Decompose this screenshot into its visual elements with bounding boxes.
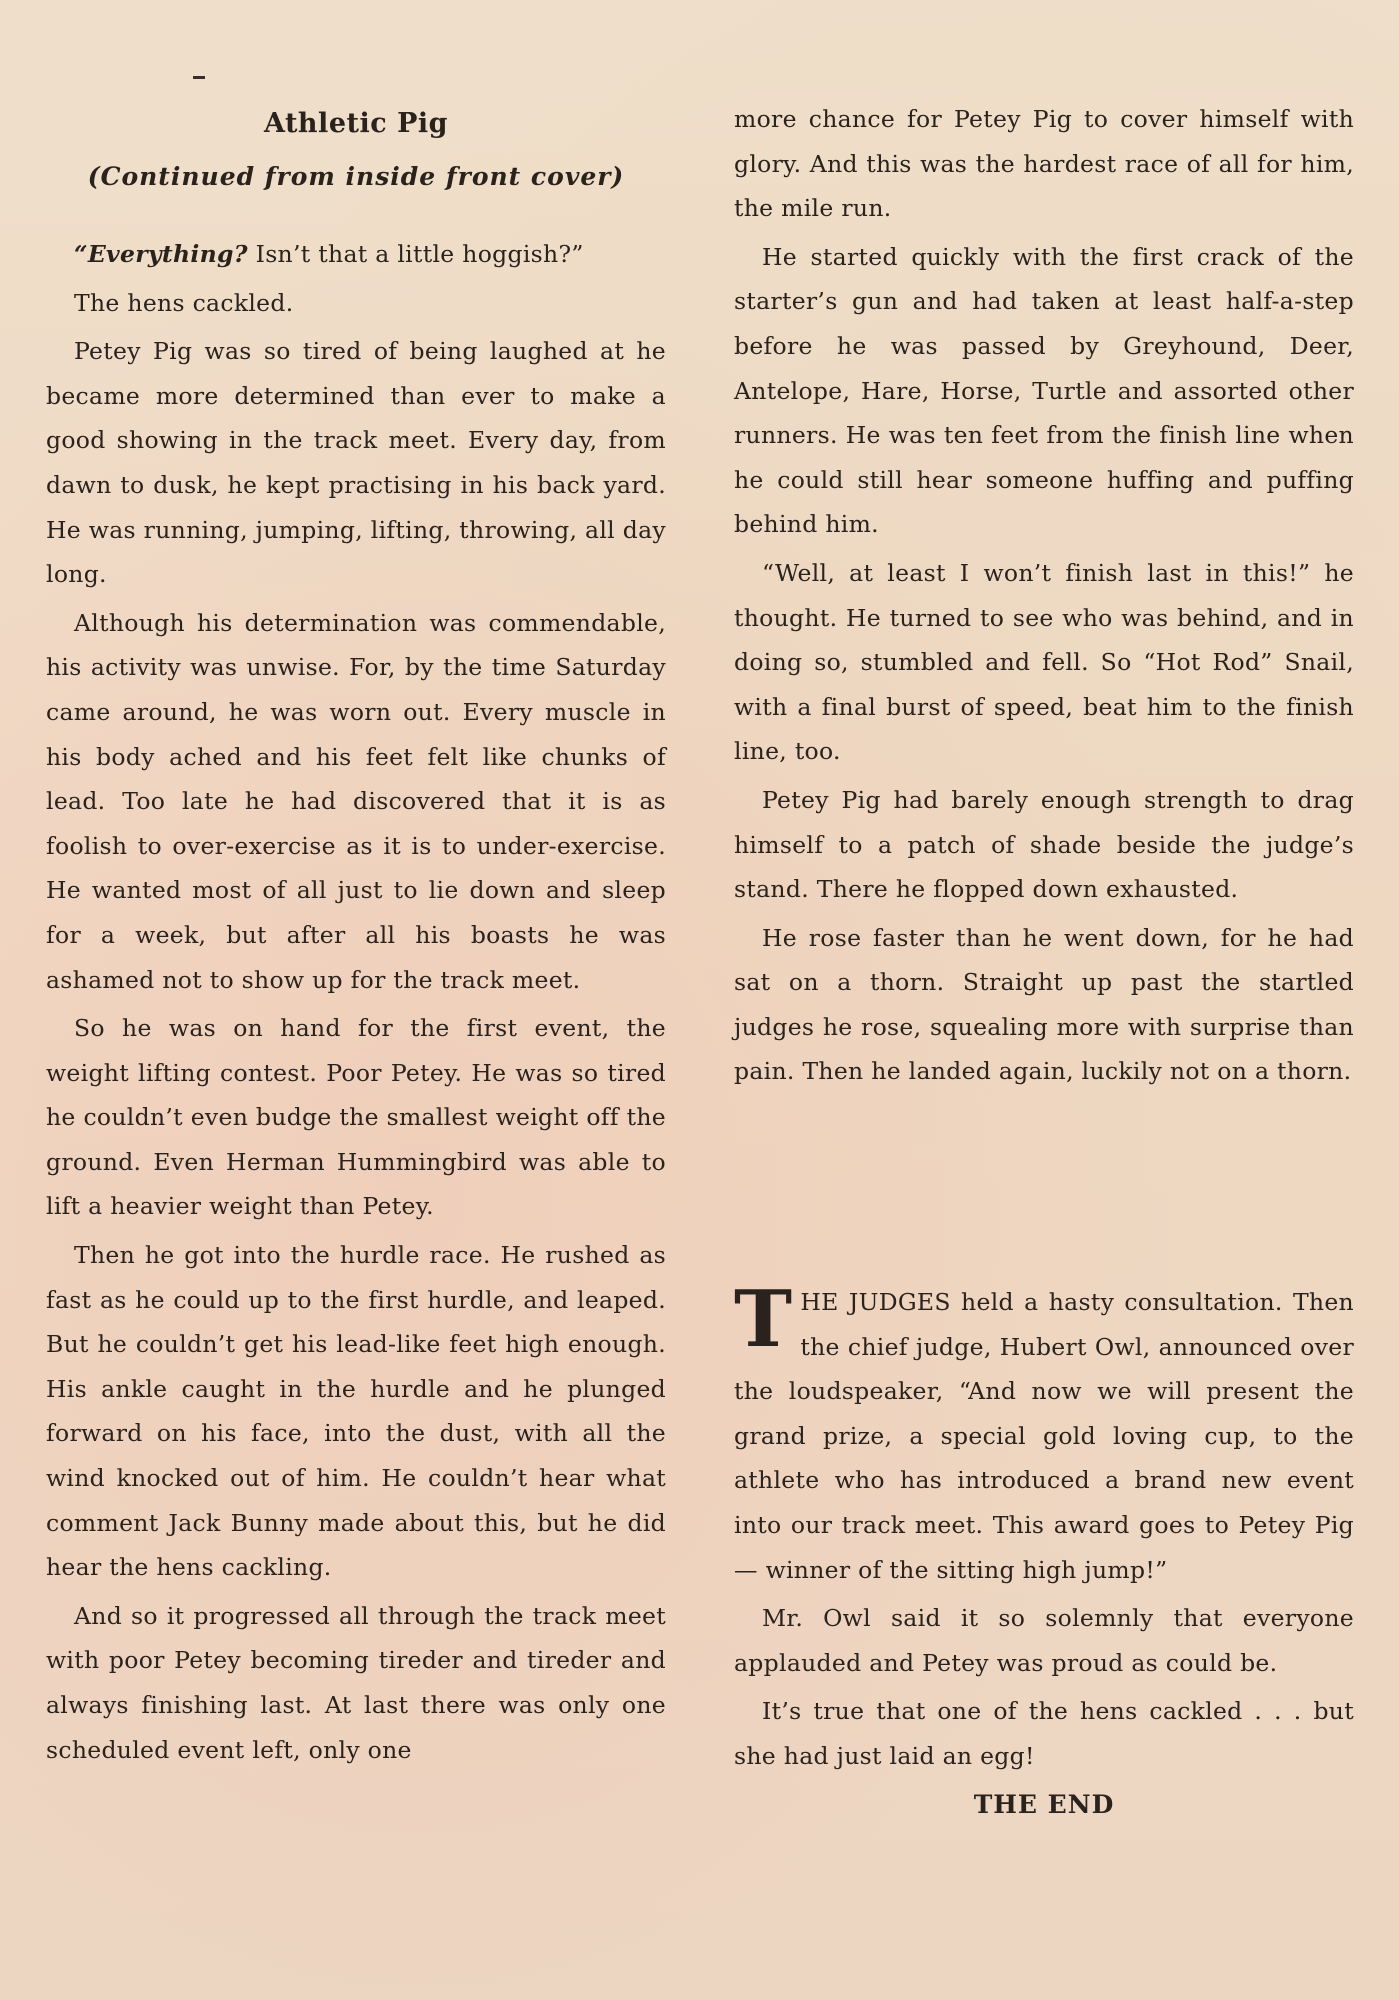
paragraph: Petey Pig was so tired of being laughed at he became more determined than ever to make a good showing in the track meet. Every day, from dawn to dusk, he kept practising in his back yard. He was running, jumping, lifting, throwing, all day long. [46,337,666,589]
paragraph: He rose faster than he went down, for he had sat on a thorn. Straight up past the startled judges he rose, squealing more with surprise than pain. Then he landed again, luckily not on a thorn. [734,923,1354,1086]
paragraph: more chance for Petey Pig to cover himself with glory. And this was the hardest race of all for him, the mile run. [734,105,1354,223]
paragraph: Then he got into the hurdle race. He rushed as fast as he could up to the first hurdle, and leaped. But he couldn’t get his lead-like feet high enough. His ankle caught in the hurdle and he plunged forward on his face, into the dust, with all the wind knocked out of him. He couldn’t hear what comment Jack Bunny made about this, but he did hear the hens cackling. [46,1241,666,1582]
paragraph: Although his determination was commendable, his activity was unwise. For, by the time Saturday came around, he was worn out. Every muscle in his body ached and his feet felt like chunks of lead. Too late he had discovered that it is as foolish to over-exercise as it is to under-exercise. He wanted most of all just to lie down and sleep for a week, but after all his boasts he was ashamed not to show up for the track meet. [46,608,666,994]
paragraph: “Well, at least I won’t finish last in this!” he thought. He turned to see who was behind, and in doing so, stumbled and fell. So “Hot Rod” Snail, with a final burst of speed, beat him to the finish line, too. [734,558,1354,766]
right-column-text [734,97,1354,1098]
paragraph: Mr. Owl said it so solemnly that everyone applauded and Petey was proud as could be. [734,1604,1354,1677]
article-title: Athletic Pig [263,108,449,139]
paragraph: The hens cackled. [74,288,294,317]
dropcap-letter: T [734,1274,793,1365]
the-end: THE END [973,1789,1115,1819]
paragraph: So he was on hand for the first event, the weight lifting contest. Poor Petey. He was so tired he couldn’t even budge the smallest weight off the ground. Even Herman Hummingbird was able to lift a heavier weight than Petey. [46,1014,666,1221]
right-column-text-lower [734,1274,1354,1831]
ink-speck [193,76,205,79]
paragraph: Petey Pig had barely enough strength to drag himself to a patch of shade beside the judge’s stand. There he flopped down exhausted. [734,785,1354,904]
paragraph: He started quickly with the first crack of the starter’s gun and had taken at least half-a-step before he was passed by Greyhound, Deer, Antelope, Hare, Horse, Turtle and assorted other runners. He was ten feet from the finish line when he could still hear someone huffing and puffing behind him. [734,242,1354,539]
left-column-text [46,232,666,1776]
article-subtitle: (Continued from inside front cover) [87,162,625,191]
italic-lead: “Everything? [74,240,248,268]
paragraph: And so it progressed all through the track meet with poor Petey becoming tireder and tireder and always finishing last. At last there was only one scheduled event left, only one [46,1601,666,1764]
paragraph: “Everything? Isn’t that a little hoggish?” [74,240,584,268]
paragraph: It’s true that one of the hens cackled . . . but she had just laid an egg! [734,1697,1354,1770]
dropcap-paragraph: THE JUDGES held a hasty consultation. Then the chief judge, Hubert Owl, announced over the loudspeaker, “And now we will present the grand prize, a special gold loving cup, to the athlete who has introduced a brand new event into our track meet. This award goes to Petey Pig — winner of the sitting high jump!” [734,1274,1354,1584]
